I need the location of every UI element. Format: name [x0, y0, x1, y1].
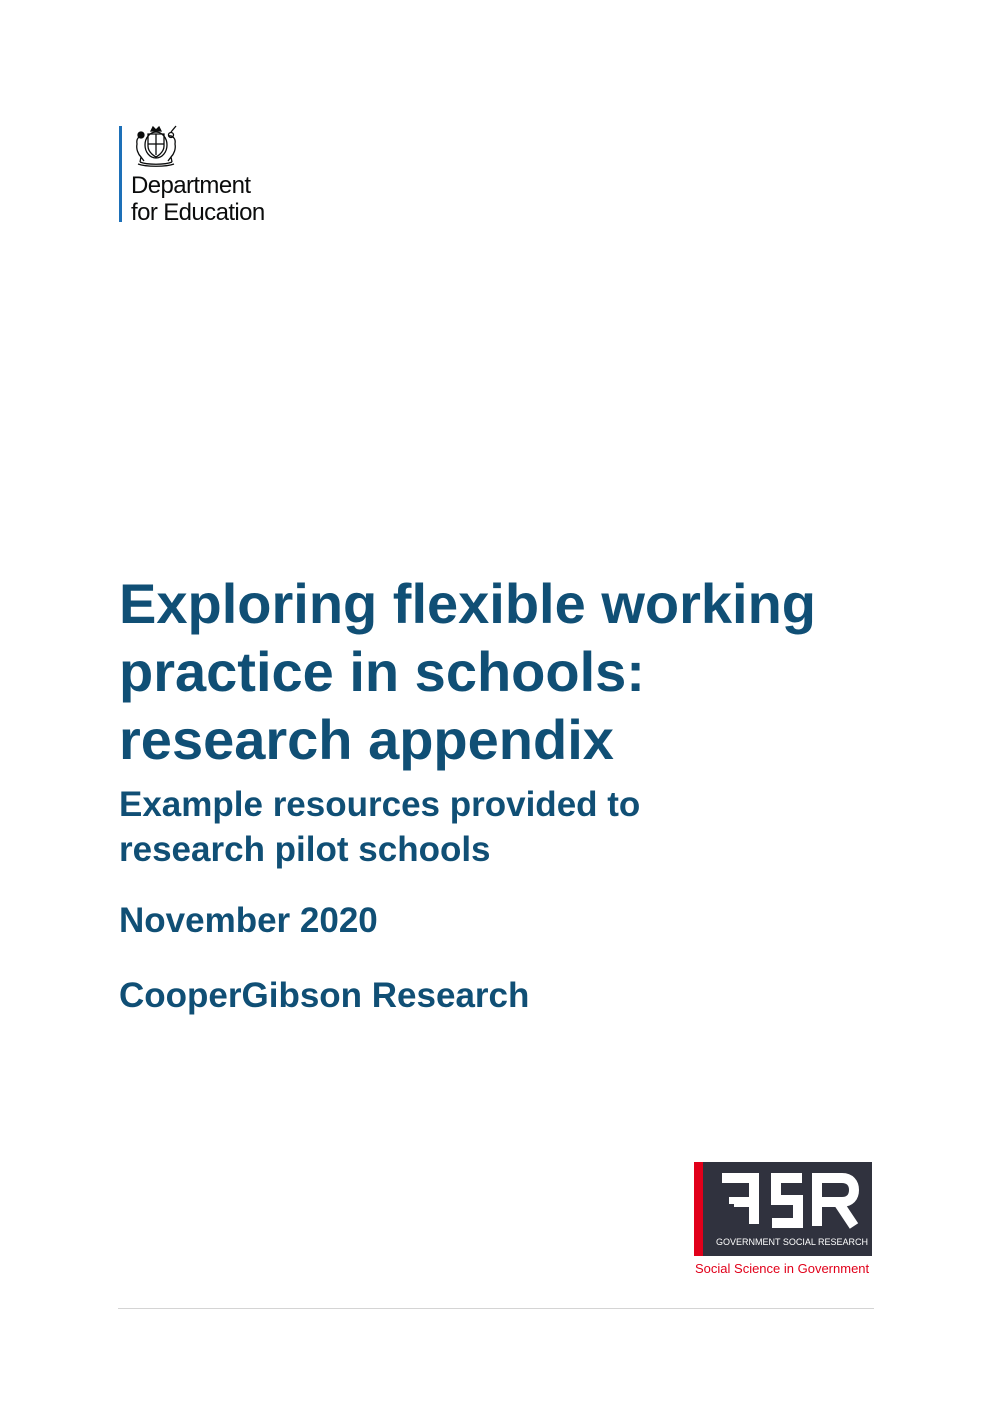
- gsr-logo-mark: [714, 1164, 864, 1234]
- title-block: [119, 570, 919, 1018]
- gsr-logo: [694, 1162, 874, 1280]
- footer-divider: [118, 1308, 874, 1309]
- gsr-logo-tagline: Social Science in Government: [695, 1261, 870, 1276]
- royal-coat-of-arms-icon: [132, 124, 180, 168]
- publication-date: November 2020: [119, 901, 378, 940]
- dfe-logo-text: [131, 172, 265, 226]
- document-subtitle-line: research pilot schools: [119, 830, 491, 869]
- dfe-logo-line2: for Education: [131, 199, 265, 226]
- document-title: [119, 570, 919, 774]
- dfe-logo-bar: [119, 126, 122, 222]
- author: CooperGibson Research: [119, 976, 530, 1015]
- document-title-line: research appendix: [119, 708, 614, 771]
- document-title-line: Exploring flexible working: [119, 572, 816, 635]
- gsr-logo-full-name: GOVERNMENT SOCIAL RESEARCH: [716, 1237, 869, 1247]
- gsr-logo-red-stripe: [694, 1162, 703, 1256]
- document-subtitle: [119, 782, 919, 872]
- document-title-line: practice in schools:: [119, 640, 645, 703]
- dfe-logo-line1: Department: [131, 172, 251, 199]
- document-subtitle-line: Example resources provided to: [119, 785, 641, 824]
- dfe-logo: [119, 124, 319, 224]
